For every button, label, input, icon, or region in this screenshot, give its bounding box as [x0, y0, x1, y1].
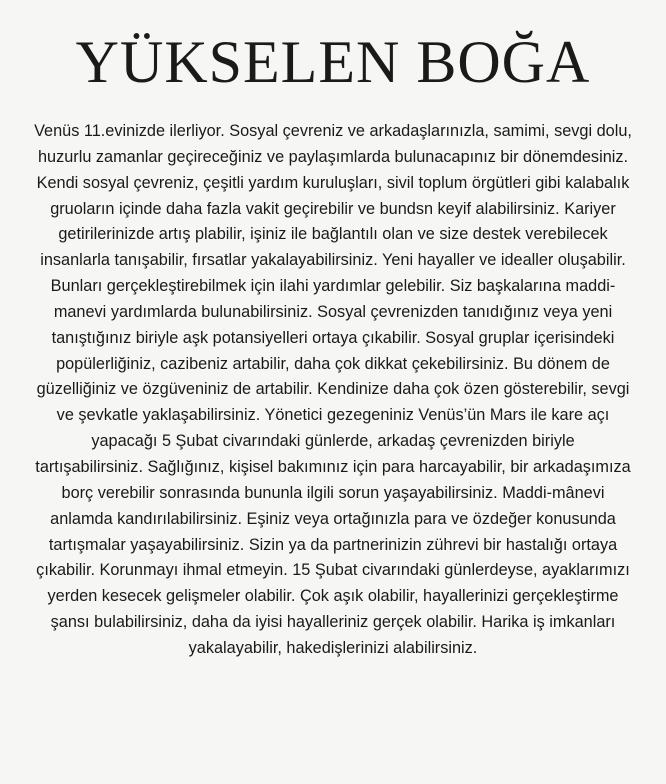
text-line: şansı bulabilirsiniz, daha da iyisi hayalleriniz gerçek olabilir. Harika iş imkanları: [50, 613, 616, 632]
text-line: getirilerinizde artış plabilir, işiniz ile bağlantılı olan ve size destek verebilecek: [58, 225, 608, 244]
text-line: yapacağı 5 Şubat civarındaki günlerde, arkadaş çevrenizden biriyle: [91, 432, 575, 451]
text-line: Venüs 11.evinizde ilerliyor. Sosyal çevreniz ve arkadaşlarınızla, samimi, sevgi dolu,: [34, 122, 632, 140]
text-line: huzurlu zamanlar geçireceğiniz ve paylaşımlarda bulunacapınız bir dönemdesiniz.: [37, 147, 629, 166]
text-line: yerden kesecek gelişmeler olabilir. Çok aşık olabilir, hayallerinizi gerçekleştirme: [47, 587, 619, 606]
horoscope-text: [14, 119, 652, 662]
text-line: ve şevkatle yaklaşabilirsiniz. Yönetici gezegeniniz Venüs’ün Mars ile kare açı: [56, 406, 610, 425]
text-line: insanlarla tanışabilir, fırsatlar yakalayabilirsiniz. Yeni hayaller ve idealler oluşabilir.: [40, 251, 626, 270]
text-line: tartışabilirsiniz. Sağlığınız, kişisel bakımınız için para harcayabilir, bir arkadaşımıza: [35, 457, 631, 476]
text-line: güzelliğiniz ve özgüveniniz de artabilir. Kendinize daha çok özen gösterebilir, sevgi: [36, 380, 630, 399]
text-line: borç verebilir sonrasında bununla ilgili sorun yaşayabilirsiniz. Maddi-mânevi: [61, 483, 605, 502]
text-line: manevi yardımlarda bulunabilirsiniz. Sosyal çevrenizden tanıdığınız veya yeni: [53, 302, 613, 321]
page-title: YÜKSELEN BOĞA: [75, 29, 591, 95]
text-line: gruoların içinde daha fazla vakit geçirebilir ve bundsn keyif alabilirsiniz. Kariyer: [50, 199, 616, 218]
text-line: yakalayabilir, hakedişlerinizi alabilirsiniz.: [188, 638, 478, 657]
text-line: Kendi sosyal çevreniz, çeşitli yardım kuruluşları, sivil toplum örgütleri gibi kalabalık: [36, 173, 630, 192]
text-line: tanıştığınız biriyle aşk potansiyelleri ortaya çıkabilir. Sosyal gruplar içerisindeki: [51, 328, 615, 347]
text-line: Bunları gerçekleştirebilmek için ilahi yardımlar gelebilir. Siz başkalarına maddi-: [50, 277, 616, 296]
text-line: tartışmalar yaşayabilirsiniz. Sizin ya da partnerinizin zührevi bir hastalığı ortaya: [48, 535, 618, 554]
text-line: popülerliğiniz, cazibeniz artabilir, daha çok dikkat çekebilirsiniz. Bu dönem de: [56, 354, 610, 373]
text-line: anlamda kandırılabilirsiniz. Eşiniz veya ortağınızla para ve özdeğer konusunda: [50, 509, 616, 528]
text-line: çıkabilir. Korunmayı ihmal etmeyin. 15 Şubat civarındaki günlerdeyse, ayaklarımızı: [36, 561, 630, 580]
